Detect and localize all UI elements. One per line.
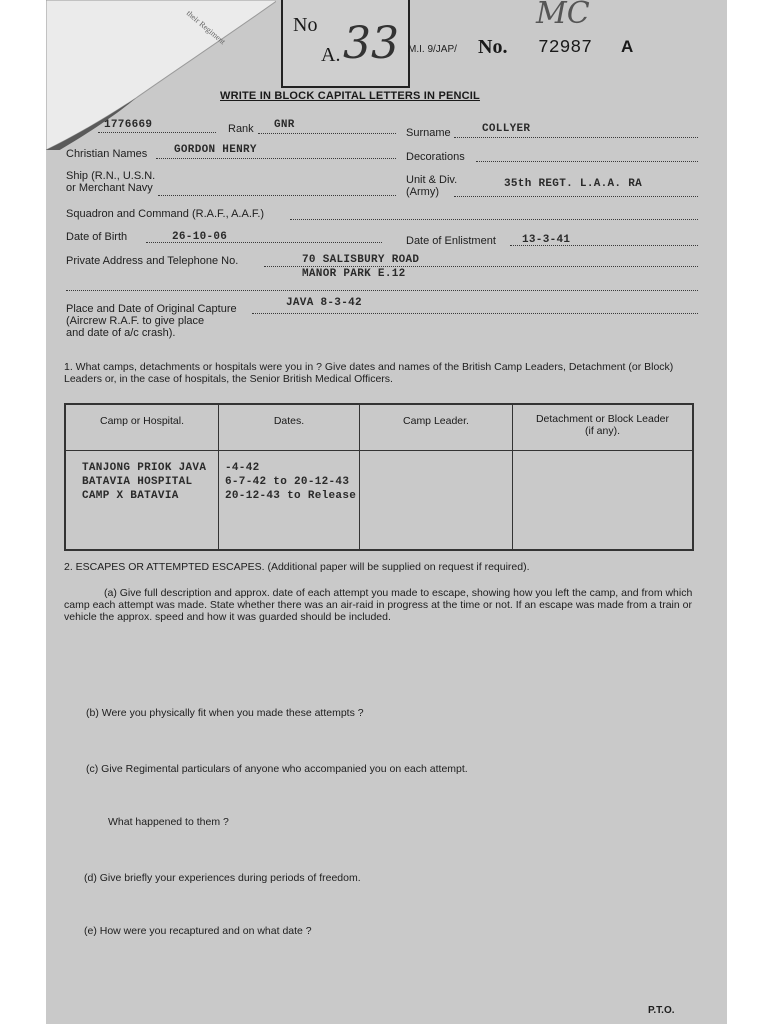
unit-value: 35th REGT. L.A.A. RA [504, 178, 643, 190]
question-2a: (a) Give full description and approx. date of each attempt you made to escape, showing how you left the camp, and from which camp each attempt was made. State whether there was an air-raid in progress at the time or not. If an escape was made from a train or vehicle the approx. speed and how it was guarded should be included. [64, 587, 693, 623]
question-2c-follow: What happened to them ? [108, 816, 229, 828]
enlistment-value: 13-3-41 [522, 234, 571, 246]
enlistment-label: Date of Enlistment [406, 235, 496, 247]
col-header-detachment: Detachment or Block Leader (if any). [513, 404, 694, 450]
col-header-camp-leader: Camp Leader. [360, 404, 513, 450]
surname-label: Surname [406, 127, 451, 139]
question-1: 1. What camps, detachments or hospitals were you in ? Give dates and names of the British Camp Leaders, Detachment (or Block) Leaders or, in the case of hospitals, the Senior British Medical Officers. [64, 361, 674, 385]
question-2c: (c) Give Regimental particulars of anyone who accompanied you on each attempt. [86, 763, 468, 775]
ship-label-1: Ship (R.N., U.S.N. [66, 170, 156, 182]
camp-leader-cell [360, 450, 513, 550]
capture-label-2: (Aircrew R.A.F. to give place [66, 315, 205, 327]
col-header-dates: Dates. [219, 404, 360, 450]
question-2e: (e) How were you recaptured and on what date ? [84, 925, 312, 937]
form-page [46, 0, 727, 1024]
address-label: Private Address and Telephone No. [66, 255, 239, 267]
camps-cell [65, 450, 219, 550]
service-number: 1776669 [104, 119, 153, 131]
decorations-label: Decorations [406, 151, 465, 163]
dob-value: 26-10-06 [172, 231, 228, 243]
unit-label-1: Unit & Div. [406, 174, 458, 186]
table-row-dates: 20-12-43 to Release [225, 489, 357, 502]
table-row-camp: CAMP X BATAVIA [82, 489, 179, 502]
table-row-dates: 6-7-42 to 20-12-43 [225, 475, 350, 488]
handwritten-initials: MC [536, 0, 590, 31]
serial-no-label: No. [478, 36, 508, 58]
dates-cell [219, 450, 360, 550]
address-line-2: MANOR PARK E.12 [302, 268, 406, 280]
table-row-dates: -4-42 [225, 461, 260, 474]
curled-page-corner [46, 0, 276, 150]
registry-stamp [281, 0, 410, 88]
col-header-camp: Camp or Hospital. [65, 404, 219, 450]
rank-value: GNR [274, 119, 295, 131]
curl-text: their Regiment [184, 8, 228, 47]
address-line-1: 70 SALISBURY ROAD [302, 254, 420, 266]
surname-value: COLLYER [482, 123, 531, 135]
question-2d: (d) Give briefly your experiences during periods of freedom. [84, 872, 361, 884]
rank-label: Rank [228, 123, 254, 135]
dob-label: Date of Birth [66, 231, 128, 243]
table-row-camp: TANJONG PRIOK JAVA [82, 461, 207, 474]
squadron-label: Squadron and Command (R.A.F., A.A.F.) [66, 208, 265, 220]
ship-label-2: or Merchant Navy [66, 182, 153, 194]
capture-label-1: Place and Date of Original Capture [66, 303, 237, 315]
form-heading: WRITE IN BLOCK CAPITAL LETTERS IN PENCIL [220, 90, 480, 102]
question-2: 2. ESCAPES OR ATTEMPTED ESCAPES. (Additional paper will be supplied on request if required). [64, 561, 530, 573]
camps-table [64, 403, 694, 551]
serial-number: 72987 [538, 38, 593, 58]
stamp-no: No [293, 14, 318, 36]
capture-label-3: and date of a/c crash). [66, 327, 176, 339]
pto-label: P.T.O. [648, 1005, 675, 1016]
table-row-camp: BATAVIA HOSPITAL [82, 475, 193, 488]
stamp-letter: A. [321, 44, 341, 66]
christian-names-value: GORDON HENRY [174, 144, 257, 156]
christian-names-label: Christian Names [66, 148, 148, 160]
capture-value: JAVA 8-3-42 [286, 297, 362, 309]
question-2b: (b) Were you physically fit when you made these attempts ? [86, 707, 364, 719]
unit-label-2: (Army) [406, 186, 439, 198]
form-code: M.I. 9/JAP/ [408, 44, 457, 55]
detachment-cell [513, 450, 694, 550]
serial-suffix: A [621, 37, 634, 56]
stamp-number: 33 [343, 18, 399, 69]
